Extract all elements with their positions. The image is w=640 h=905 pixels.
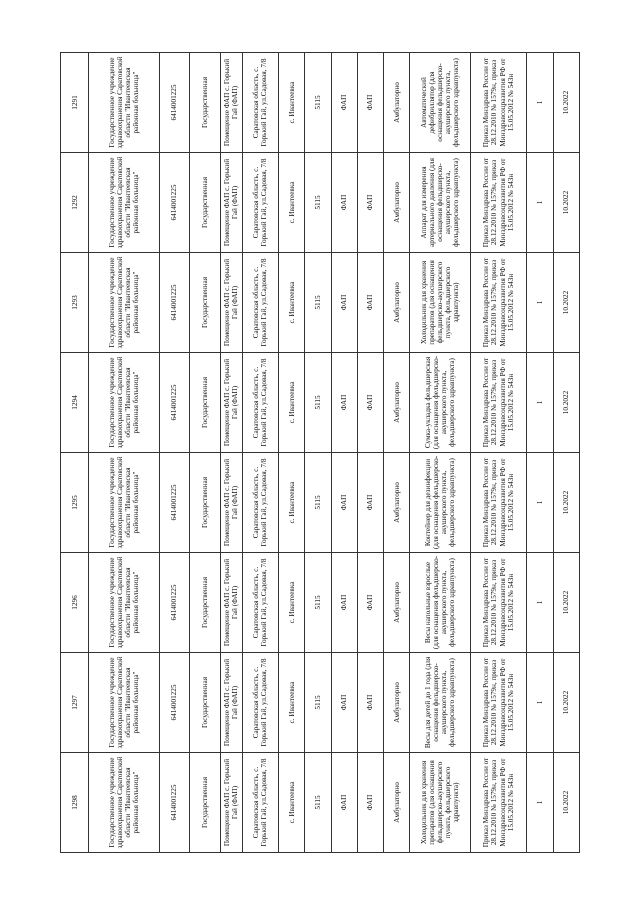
cell-ownership: Государственная [190,452,220,552]
table-row-type1 [331,52,357,852]
cell-address: Саратовская область, с. Горький Гай, ул.Садовая, 7/8 [242,52,278,152]
cell-id: 1294 [61,352,89,452]
cell-inn: 6414001225 [159,752,189,852]
cell-equipment: Контейнер для дезинфекции (для оснащения фельдшерско-акушерского пункта, фельдшерского здравпункта) [410,452,471,552]
cell-premises: Помещение ФАП с. Горький Гай (ФАП) [220,652,242,752]
table-row-id [61,52,89,852]
cell-type2: ФАП [357,452,383,552]
cell-inn: 6414001225 [159,352,189,452]
cell-locality: с. Ивантеевка [279,152,305,252]
cell-institution: Государственное учреждение здравоохранения Саратовской области "Ивантеевская районная больница" [89,152,160,252]
cell-qty: 1 [527,752,553,852]
cell-premises: Помещение ФАП с. Горький Гай (ФАП) [220,252,242,352]
cell-ownership: Государственная [190,652,220,752]
equipment-table [60,52,580,853]
table-body [61,52,580,852]
cell-order: Приказ Минздрава России от 28.12.2010 № 1579н, приказ Минздравсоцразвития РФ от 15.05.2012 № 543н [470,652,527,752]
cell-order: Приказ Минздрава России от 28.12.2010 № 1579н, приказ Минздравсоцразвития РФ от 15.05.2012 № 543н [470,52,527,152]
cell-type2: ФАП [357,652,383,752]
cell-type1: ФАП [331,552,357,652]
cell-address: Саратовская область, с. Горький Гай, ул.Садовая, 7/8 [242,652,278,752]
cell-address: Саратовская область, с. Горький Гай, ул.Садовая, 7/8 [242,552,278,652]
cell-id: 1296 [61,552,89,652]
cell-equipment: Весы для детей до 1 года (для оснащения фельдшерско-акушерского пункта, фельдшерского здравпункта) [410,652,471,752]
cell-ownership: Государственная [190,552,220,652]
cell-address: Саратовская область, с. Горький Гай, ул.Садовая, 7/8 [242,352,278,452]
cell-care: Амбулаторно [384,752,410,852]
cell-institution: Государственное учреждение здравоохранения Саратовской области "Ивантеевская районная больница" [89,452,160,552]
cell-locality: с. Ивантеевка [279,52,305,152]
cell-order: Приказ Минздрава России от 28.12.2010 № 1579н, приказ Минздравсоцразвития РФ от 15.05.2012 № 543н [470,152,527,252]
cell-type1: ФАП [331,52,357,152]
cell-ownership: Государственная [190,152,220,252]
cell-date: 10.2022 [553,552,579,652]
cell-code: 5115 [305,452,331,552]
rotated-table-container [60,53,580,853]
cell-qty: 1 [527,452,553,552]
table-row-ownership [190,52,220,852]
cell-type2: ФАП [357,552,383,652]
cell-locality: с. Ивантеевка [279,752,305,852]
cell-code: 5115 [305,152,331,252]
cell-code: 5115 [305,552,331,652]
cell-code: 5115 [305,752,331,852]
cell-institution: Государственное учреждение здравоохранения Саратовской области "Ивантеевская районная больница" [89,352,160,452]
cell-id: 1297 [61,652,89,752]
cell-qty: 1 [527,652,553,752]
table-row-address [242,52,278,852]
table-row-premises [220,52,242,852]
cell-institution: Государственное учреждение здравоохранения Саратовской области "Ивантеевская районная больница" [89,752,160,852]
cell-id: 1293 [61,252,89,352]
cell-care: Амбулаторно [384,552,410,652]
cell-care: Амбулаторно [384,152,410,252]
table-row-order [470,52,527,852]
cell-locality: с. Ивантеевка [279,252,305,352]
cell-order: Приказ Минздрава России от 28.12.2010 № 1579н, приказ Минздравсоцразвития РФ от 15.05.2012 № 543н [470,352,527,452]
cell-id: 1291 [61,52,89,152]
table-row-date [553,52,579,852]
cell-care: Амбулаторно [384,52,410,152]
cell-qty: 1 [527,52,553,152]
cell-type1: ФАП [331,152,357,252]
table-row-type2 [357,52,383,852]
cell-order: Приказ Минздрава России от 28.12.2010 № 1579н, приказ Минздравсоцразвития РФ от 15.05.2012 № 543н [470,752,527,852]
cell-type2: ФАП [357,52,383,152]
cell-premises: Помещение ФАП с. Горький Гай (ФАП) [220,452,242,552]
table-row-qty [527,52,553,852]
cell-date: 10.2022 [553,652,579,752]
cell-inn: 6414001225 [159,252,189,352]
cell-equipment: Автоматический дефибриллятор (для оснащения фельдшерско-акушерского пункта, фельдшерского здравпункта) [410,52,471,152]
cell-date: 10.2022 [553,452,579,552]
cell-locality: с. Ивантеевка [279,552,305,652]
cell-code: 5115 [305,52,331,152]
table-row-inn [159,52,189,852]
cell-premises: Помещение ФАП с. Горький Гай (ФАП) [220,352,242,452]
cell-care: Амбулаторно [384,652,410,752]
cell-care: Амбулаторно [384,452,410,552]
cell-premises: Помещение ФАП с. Горький Гай (ФАП) [220,752,242,852]
table-row-equipment [410,52,471,852]
cell-id: 1295 [61,452,89,552]
cell-code: 5115 [305,652,331,752]
cell-equipment: Аппарат для измерения артериального давления (для оснащения фельдшерско-акушерского пункта, фельдшерского здравпункта) [410,152,471,252]
cell-equipment: Весы напольные взрослые (для оснащения фельдшерско-акушерского пункта, фельдшерского здравпункта) [410,552,471,652]
cell-type2: ФАП [357,252,383,352]
cell-institution: Государственное учреждение здравоохранения Саратовской области "Ивантеевская районная больница" [89,52,160,152]
cell-equipment: Сумка-укладка фельдшерская (для оснащения фельдшерско-акушерского пункта, фельдшерского здравпункта) [410,352,471,452]
cell-address: Саратовская область, с. Горький Гай, ул.Садовая, 7/8 [242,752,278,852]
cell-ownership: Государственная [190,352,220,452]
cell-date: 10.2022 [553,252,579,352]
cell-type1: ФАП [331,652,357,752]
cell-equipment: Холодильник для хранения препаратов (для оснащения фельдшерско-акушерского пункта, фельдшерского здравпункта) [410,752,471,852]
cell-institution: Государственное учреждение здравоохранения Саратовской области "Ивантеевская районная больница" [89,552,160,652]
cell-inn: 6414001225 [159,52,189,152]
table-row-locality [279,52,305,852]
cell-date: 10.2022 [553,352,579,452]
cell-inn: 6414001225 [159,152,189,252]
cell-address: Саратовская область, с. Горький Гай, ул.Садовая, 7/8 [242,452,278,552]
cell-ownership: Государственная [190,252,220,352]
cell-date: 10.2022 [553,52,579,152]
cell-qty: 1 [527,552,553,652]
cell-care: Амбулаторно [384,252,410,352]
cell-code: 5115 [305,252,331,352]
cell-locality: с. Ивантеевка [279,352,305,452]
cell-type1: ФАП [331,352,357,452]
cell-order: Приказ Минздрава России от 28.12.2010 № 1579н, приказ Минздравсоцразвития РФ от 15.05.2012 № 543н [470,252,527,352]
cell-date: 10.2022 [553,152,579,252]
cell-premises: Помещение ФАП с. Горький Гай (ФАП) [220,52,242,152]
cell-institution: Государственное учреждение здравоохранения Саратовской области "Ивантеевская районная больница" [89,252,160,352]
cell-type2: ФАП [357,152,383,252]
cell-type1: ФАП [331,252,357,352]
table-row-care [384,52,410,852]
cell-address: Саратовская область, с. Горький Гай, ул.Садовая, 7/8 [242,152,278,252]
cell-inn: 6414001225 [159,652,189,752]
cell-type1: ФАП [331,452,357,552]
cell-code: 5115 [305,352,331,452]
cell-locality: с. Ивантеевка [279,652,305,752]
cell-type2: ФАП [357,352,383,452]
cell-type2: ФАП [357,752,383,852]
cell-date: 10.2022 [553,752,579,852]
cell-inn: 6414001225 [159,552,189,652]
cell-premises: Помещение ФАП с. Горький Гай (ФАП) [220,152,242,252]
table-row-code [305,52,331,852]
cell-type1: ФАП [331,752,357,852]
cell-qty: 1 [527,252,553,352]
table-row-institution [89,52,160,852]
cell-inn: 6414001225 [159,452,189,552]
cell-care: Амбулаторно [384,352,410,452]
cell-qty: 1 [527,352,553,452]
cell-address: Саратовская область, с. Горький Гай, ул.Садовая, 7/8 [242,252,278,352]
cell-premises: Помещение ФАП с. Горький Гай (ФАП) [220,552,242,652]
cell-id: 1292 [61,152,89,252]
cell-ownership: Государственная [190,752,220,852]
cell-equipment: Холодильник для хранения препаратов (для оснащения фельдшерско-акушерского пункта, фельдшерского здравпункта) [410,252,471,352]
cell-order: Приказ Минздрава России от 28.12.2010 № 1579н, приказ Минздравсоцразвития РФ от 15.05.2012 № 543н [470,452,527,552]
cell-locality: с. Ивантеевка [279,452,305,552]
cell-id: 1298 [61,752,89,852]
cell-qty: 1 [527,152,553,252]
cell-institution: Государственное учреждение здравоохранения Саратовской области "Ивантеевская районная больница" [89,652,160,752]
cell-order: Приказ Минздрава России от 28.12.2010 № 1579н, приказ Минздравсоцразвития РФ от 15.05.2012 № 543н [470,552,527,652]
cell-ownership: Государственная [190,52,220,152]
